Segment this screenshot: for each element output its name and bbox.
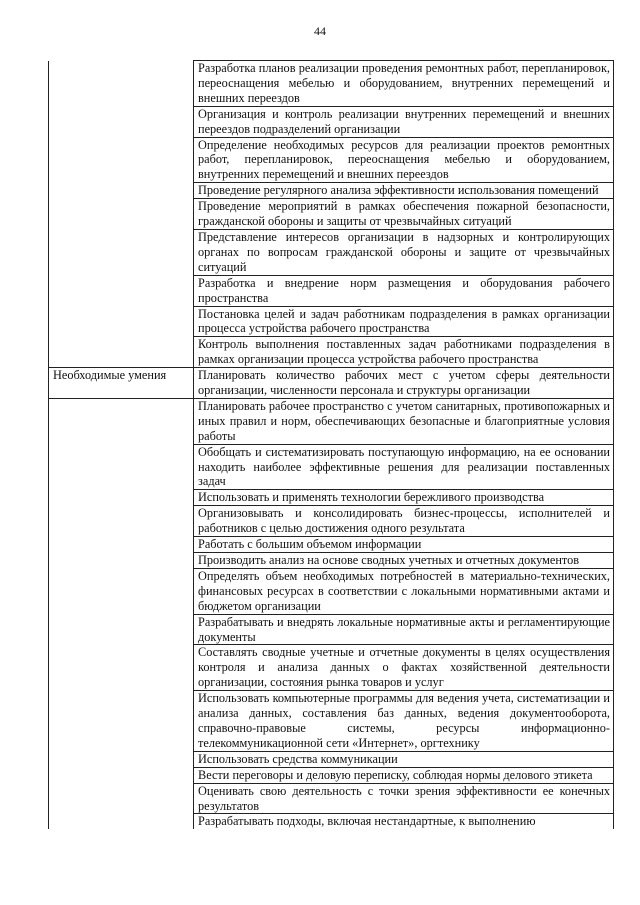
table-row (49, 506, 614, 537)
row-label-cell (49, 568, 194, 614)
row-label-cell (49, 614, 194, 645)
row-label-cell (49, 506, 194, 537)
row-text-cell: Постановка целей и задач работникам подразделения в рамках организации процесса устройства рабочего пространства (194, 306, 614, 337)
row-label-cell (49, 490, 194, 506)
table-row (49, 614, 614, 645)
table-row (49, 444, 614, 490)
table-row (49, 568, 614, 614)
table-row (49, 183, 614, 199)
table-row (49, 814, 614, 829)
row-label-cell (49, 444, 194, 490)
table-row (49, 337, 614, 368)
row-label-cell (49, 337, 194, 368)
row-text-cell: Оценивать свою деятельность с точки зрения эффективности ее конечных результатов (194, 783, 614, 814)
table-row (49, 398, 614, 444)
table-row (49, 106, 614, 137)
row-label-cell (49, 537, 194, 553)
table-row (49, 368, 614, 399)
row-text-cell: Определение необходимых ресурсов для реализации проектов ремонтных работ, перепланировок, переоснащения мебелью и оборудованием, внутренних перемещений и внешних переездов (194, 137, 614, 183)
row-label-cell (49, 183, 194, 199)
row-text-cell: Использовать и применять технологии бережливого производства (194, 490, 614, 506)
row-text-cell: Составлять сводные учетные и отчетные документы в целях осуществления контроля и анализа данных о фактах хозяйственной деятельности организации, состояния рынка товаров и услуг (194, 645, 614, 691)
row-label-cell (49, 645, 194, 691)
table-row (49, 137, 614, 183)
table-row (49, 767, 614, 783)
row-text-cell: Использовать компьютерные программы для ведения учета, систематизации и анализа данных, составления баз данных, ведения документооборота, справочно-правовые системы, ресурсы информационно-телекоммуникационной сети «Интернет», оргтехнику (194, 691, 614, 752)
row-text-cell: Контроль выполнения поставленных задач работниками подразделения в рамках организации процесса устройства рабочего пространства (194, 337, 614, 368)
row-label-cell (49, 783, 194, 814)
row-text-cell: Проведение регулярного анализа эффективности использования помещений (194, 183, 614, 199)
page-number: 44 (314, 24, 326, 38)
table-row (49, 61, 614, 107)
row-label-cell: Необходимые умения (49, 368, 194, 399)
table-row (49, 275, 614, 306)
row-label-cell (49, 199, 194, 230)
row-text-cell: Планировать рабочее пространство с учетом санитарных, противопожарных и иных правил и норм, обеспечивающих безопасные и благоприятные условия работы (194, 398, 614, 444)
row-text-cell: Определять объем необходимых потребностей в материально-технических, финансовых ресурсах в соответствии с локальными нормативными актами и бюджетом организации (194, 568, 614, 614)
row-text-cell: Обобщать и систематизировать поступающую информацию, на ее основании находить наиболее эффективные решения для реализации поставленных задач (194, 444, 614, 490)
row-label-cell (49, 691, 194, 752)
table-row (49, 306, 614, 337)
requirements-table (48, 60, 614, 829)
table-row (49, 490, 614, 506)
table-row (49, 199, 614, 230)
row-text-cell: Организовывать и консолидировать бизнес-процессы, исполнителей и работников с целью достижения одного результата (194, 506, 614, 537)
row-text-cell: Работать с большим объемом информации (194, 537, 614, 553)
row-label-cell (49, 61, 194, 107)
row-text-cell: Разрабатывать и внедрять локальные нормативные акты и регламентирующие документы (194, 614, 614, 645)
row-text-cell: Использовать средства коммуникации (194, 751, 614, 767)
table-row (49, 751, 614, 767)
table-row (49, 691, 614, 752)
row-text-cell: Производить анализ на основе сводных учетных и отчетных документов (194, 553, 614, 569)
row-label-cell (49, 275, 194, 306)
row-text-cell: Организация и контроль реализации внутренних перемещений и внешних переездов подразделений организации (194, 106, 614, 137)
row-text-cell: Планировать количество рабочих мест с учетом сферы деятельности организации, численности персонала и структуры организации (194, 368, 614, 399)
row-text-cell: Вести переговоры и деловую переписку, соблюдая нормы делового этикета (194, 767, 614, 783)
table-row (49, 553, 614, 569)
row-label-cell (49, 814, 194, 829)
row-label-cell (49, 137, 194, 183)
row-text-cell: Разрабатывать подходы, включая нестандартные, к выполнению (194, 814, 614, 829)
row-label-cell (49, 767, 194, 783)
table-row (49, 537, 614, 553)
row-label-cell (49, 553, 194, 569)
table-row (49, 783, 614, 814)
row-label-cell (49, 229, 194, 275)
row-label-cell (49, 398, 194, 444)
row-text-cell: Проведение мероприятий в рамках обеспечения пожарной безопасности, гражданской обороны и защиты от чрезвычайных ситуаций (194, 199, 614, 230)
table-row (49, 645, 614, 691)
row-label-cell (49, 106, 194, 137)
row-text-cell: Разработка и внедрение норм размещения и оборудования рабочего пространства (194, 275, 614, 306)
table-row (49, 229, 614, 275)
row-label-cell (49, 306, 194, 337)
row-text-cell: Представление интересов организации в надзорных и контролирующих органах по вопросам гражданской обороны и защите от чрезвычайных ситуаций (194, 229, 614, 275)
row-label-cell (49, 751, 194, 767)
row-text-cell: Разработка планов реализации проведения ремонтных работ, перепланировок, переоснащения мебелью и оборудованием, внутренних перемещений и внешних переездов (194, 61, 614, 107)
